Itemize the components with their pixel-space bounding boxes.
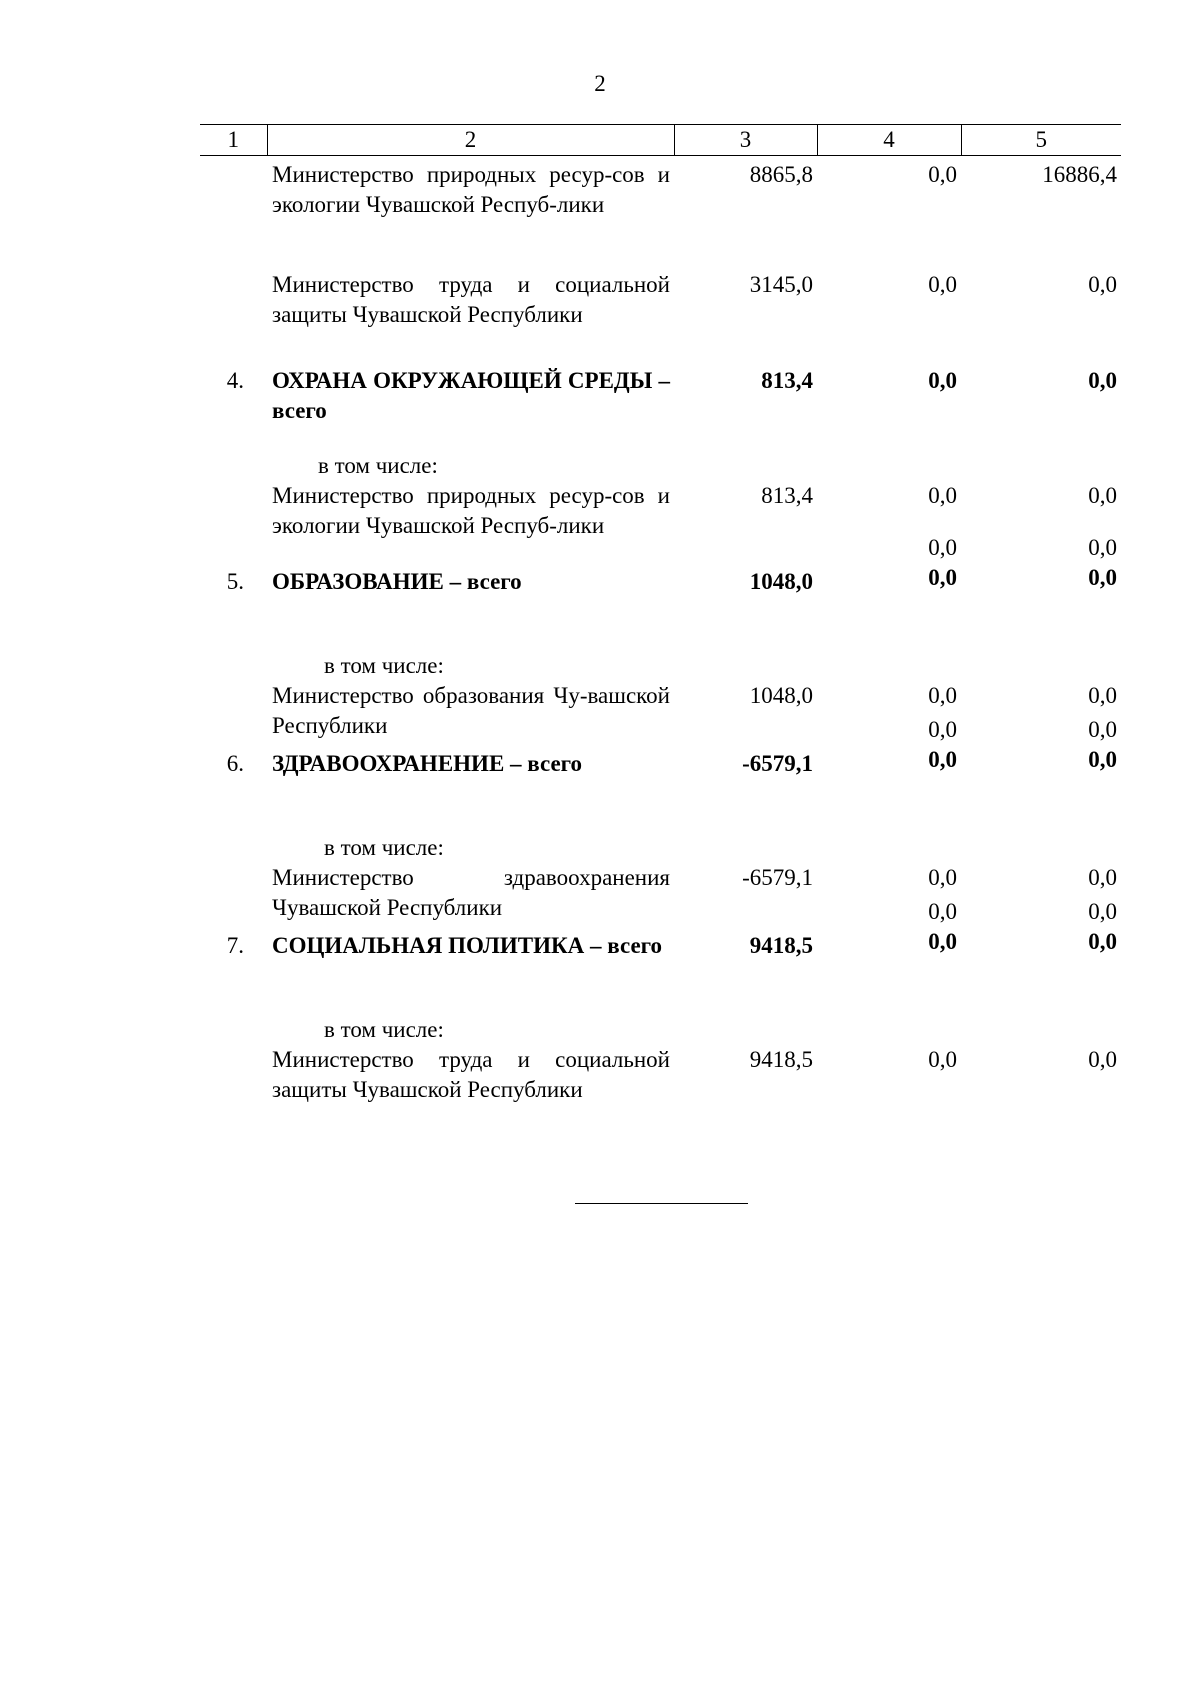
row-value-col4: 0,0 (928, 271, 957, 297)
row-number (200, 266, 267, 362)
row-label: Министерство труда и социальной защиты Чувашской Республики (272, 1046, 670, 1102)
row-label: Министерство природных ресур-сов и экологии Чувашской Респуб-лики (272, 482, 670, 538)
row-value-col3: -6579,1 (742, 864, 813, 890)
row-value-col3: 813,4 (761, 482, 813, 508)
row-pre-value-col5: 0,0 (1088, 716, 1117, 742)
row-label: Министерство здравоохранения Чувашской Республики (272, 864, 670, 920)
row-value-col3: 1048,0 (749, 568, 813, 594)
row-value-col5: 0,0 (1088, 367, 1117, 393)
page-number: 2 (594, 71, 606, 96)
budget-table (200, 124, 1121, 1107)
row-value-col5: 0,0 (1088, 482, 1117, 508)
row-value-col4: 0,0 (928, 746, 957, 772)
table-row (200, 1011, 1121, 1107)
including-label: в том числе: (324, 652, 444, 678)
header-col-2: 2 (267, 125, 674, 156)
section-title: ОБРАЗОВАНИЕ – всего (272, 568, 522, 594)
row-value-col5: 0,0 (1088, 271, 1117, 297)
row-pre-value-col4: 0,0 (928, 716, 957, 742)
row-value-col4: 0,0 (928, 367, 957, 393)
including-label: в том числе: (324, 1016, 444, 1042)
row-pre-value-col4: 0,0 (928, 898, 957, 924)
row-value-col4: 0,0 (928, 928, 957, 954)
section-title: СОЦИАЛЬНАЯ ПОЛИТИКА – всего (272, 932, 663, 958)
row-pre-value-col4: 0,0 (928, 534, 957, 560)
row-value-col3: 3145,0 (749, 271, 813, 297)
row-number: 7. (226, 932, 244, 958)
row-value-col5: 0,0 (1088, 1046, 1117, 1072)
row-value-col3: 8865,8 (749, 162, 813, 187)
row-value-col4: 0,0 (928, 864, 957, 890)
header-col-5: 5 (961, 125, 1121, 156)
row-pre-value-col5: 0,0 (1088, 898, 1117, 924)
row-number: 6. (226, 750, 244, 776)
row-pre-value-col5: 0,0 (1088, 534, 1117, 560)
row-label: Министерство образования Чу-вашской Республики (272, 682, 670, 738)
header-col-1: 1 (200, 125, 267, 156)
row-value-col4: 0,0 (928, 1046, 957, 1072)
table-row (200, 266, 1121, 362)
header-col-3: 3 (674, 125, 817, 156)
section-title: ЗДРАВООХРАНЕНИЕ – всего (272, 750, 583, 776)
row-value-col5: 16886,4 (1042, 162, 1117, 187)
section-title: ОХРАНА ОКРУЖАЮЩЕЙ СРЕДЫ – всего (272, 367, 670, 423)
row-value-col5: 0,0 (1088, 682, 1117, 708)
row-number (200, 156, 267, 266)
row-value-col5: 0,0 (1088, 864, 1117, 890)
table-row (200, 362, 1121, 447)
row-number: 5. (226, 568, 244, 594)
table-row (200, 745, 1121, 829)
row-value-col4: 0,0 (928, 564, 957, 590)
row-value-col5: 0,0 (1088, 928, 1117, 954)
row-number: 4. (226, 367, 244, 393)
row-value-col3: 9418,5 (749, 932, 813, 958)
row-label: Министерство природных ресур-сов и экологии Чувашской Респуб-лики (272, 162, 670, 217)
row-value-col3: -6579,1 (742, 750, 813, 776)
row-value-col4: 0,0 (928, 162, 957, 187)
row-value-col5: 0,0 (1088, 746, 1117, 772)
header-col-4: 4 (817, 125, 961, 156)
row-value-col3: 1048,0 (749, 682, 813, 708)
row-value-col3: 813,4 (761, 367, 813, 393)
table-header-row (200, 125, 1121, 156)
row-value-col3: 9418,5 (749, 1046, 813, 1072)
end-of-document-rule (575, 1203, 748, 1204)
including-label: в том числе: (324, 834, 444, 860)
table-row (200, 927, 1121, 1011)
row-value-col4: 0,0 (928, 482, 957, 508)
table-row (200, 156, 1121, 266)
row-value-col4: 0,0 (928, 682, 957, 708)
row-value-col5: 0,0 (1088, 564, 1117, 590)
including-label: в том числе: (318, 452, 438, 478)
row-label: Министерство труда и социальной защиты Чувашской Республики (272, 271, 670, 327)
table-row (200, 563, 1121, 647)
